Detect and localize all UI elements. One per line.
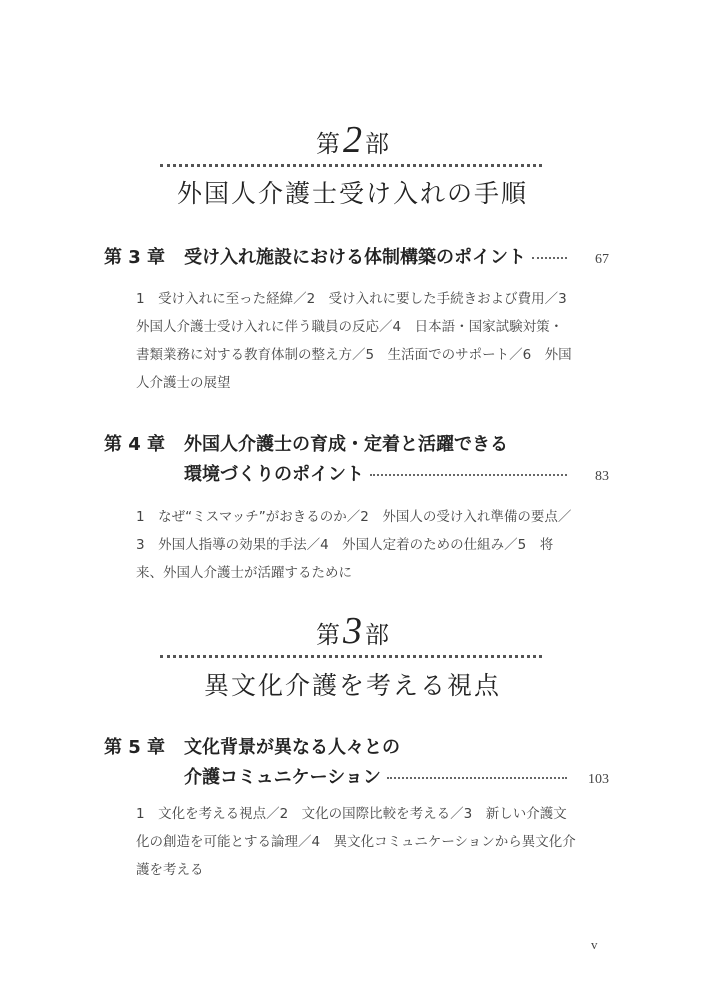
chapter-label: 第 3 章 — [104, 247, 166, 268]
part-3-divider — [160, 655, 542, 658]
chapter-page-number: 83 — [595, 469, 609, 484]
chapter-title-line-2: 介護コミュニケーション — [184, 767, 381, 788]
chapter-label: 第 5 章 — [104, 737, 166, 758]
chapter-4-entry[interactable] — [104, 430, 609, 490]
part-2-heading — [0, 118, 705, 162]
chapter-5-entry[interactable] — [104, 733, 609, 793]
chapter-page-number: 103 — [588, 772, 609, 787]
chapter-5-title-row-2 — [104, 763, 609, 793]
chapter-5-title-row-1 — [104, 733, 609, 763]
part-3-title: 異文化介護を考える視点 — [203, 671, 501, 700]
chapter-4-description: 1 なぜ“ミスマッチ”がおきるのか／2 外国人の受け入れ準備の要点／3 外国人指導の効果的手法／4 外国人定着のための仕組み／5 将来、外国人介護士が活躍するために — [136, 509, 572, 581]
part-prefix: 第 — [316, 621, 340, 649]
chapter-4-title-row-1 — [104, 430, 609, 460]
chapter-page-number: 67 — [595, 252, 609, 267]
chapter-title-line-2: 環境づくりのポイント — [184, 464, 364, 485]
chapter-4-title-row-2 — [104, 460, 609, 490]
part-suffix: 部 — [365, 621, 389, 649]
chapter-title-line-1: 外国人介護士の育成・定着と活躍できる — [184, 434, 508, 455]
chapter-title-line-1: 文化背景が異なる人々との — [184, 737, 400, 758]
chapter-3-title-row — [104, 243, 609, 273]
part-prefix: 第 — [316, 130, 340, 158]
chapter-3-entry[interactable] — [104, 243, 609, 273]
part-number: 2 — [343, 119, 362, 161]
part-2-divider — [160, 164, 542, 167]
chapter-label: 第 4 章 — [104, 434, 166, 455]
part-3-heading — [0, 609, 705, 653]
chapter-title: 受け入れ施設における体制構築のポイント — [184, 247, 526, 268]
dot-leader — [387, 777, 567, 779]
page-folio: v — [591, 937, 598, 952]
part-number: 3 — [343, 610, 362, 652]
part-suffix: 部 — [365, 130, 389, 158]
part-2-title: 外国人介護士受け入れの手順 — [176, 179, 528, 208]
dot-leader — [532, 257, 567, 259]
dot-leader — [370, 474, 567, 476]
chapter-5-description: 1 文化を考える視点／2 文化の国際比較を考える／3 新しい介護文化の創造を可能とする論理／4 異文化コミュニケーションから異文化介護を考える — [136, 806, 576, 878]
chapter-3-description: 1 受け入れに至った経緯／2 受け入れに要した手続きおよび費用／3 外国人介護士受け入れに伴う職員の反応／4 日本語・国家試験対策・書類業務に対する教育体制の整え方／5 生活面でのサポート／6 外国人介護士の展望 — [136, 291, 581, 391]
